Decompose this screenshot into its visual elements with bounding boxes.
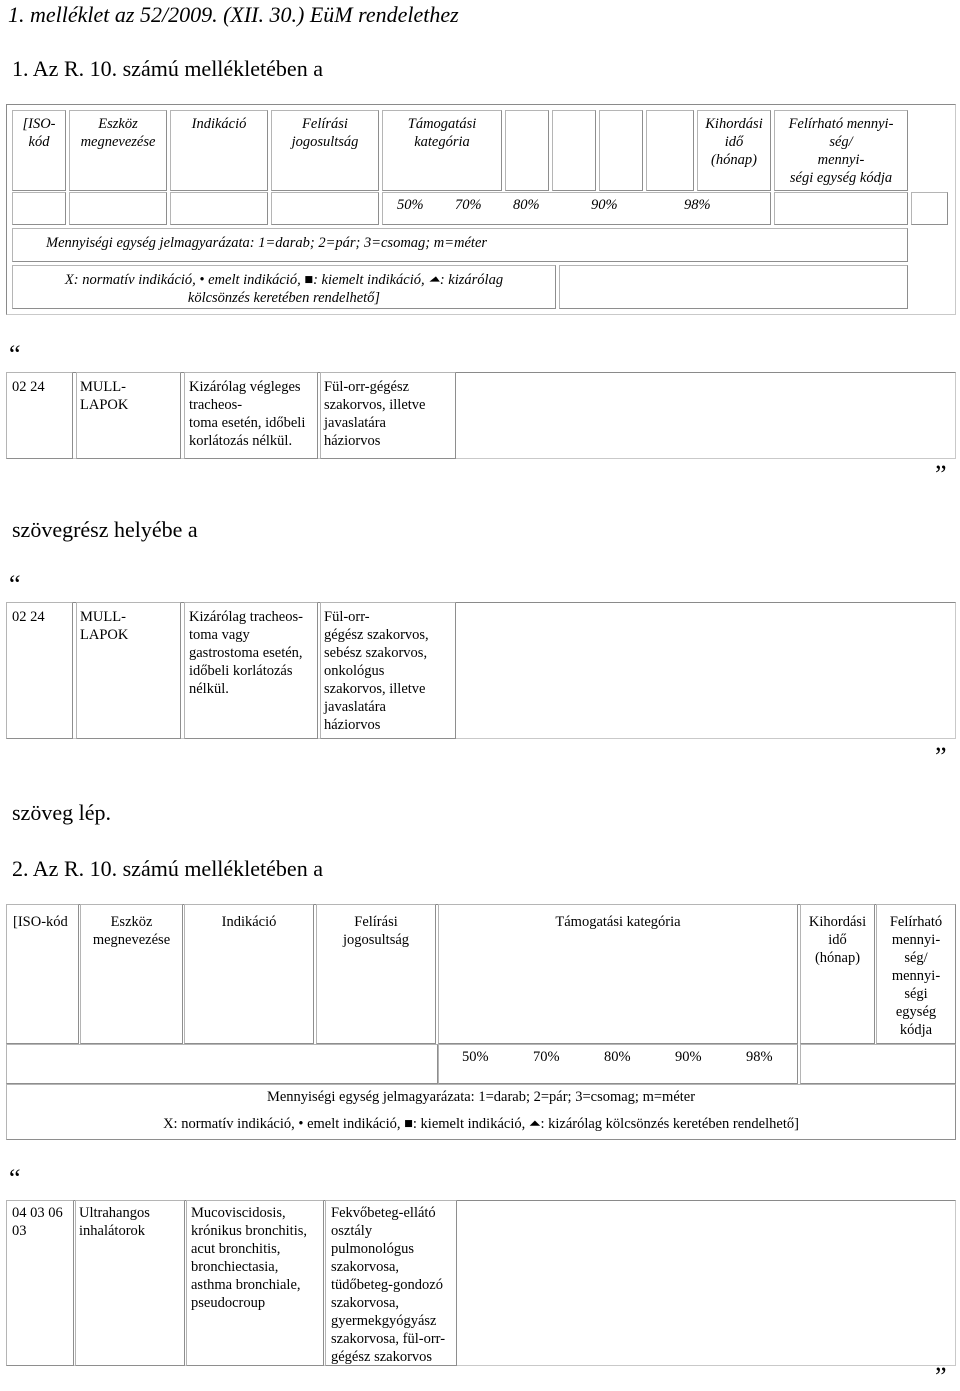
section-1-title: 1. Az R. 10. számú mellékletében a bbox=[12, 56, 323, 81]
close-quote: ” bbox=[935, 1362, 947, 1391]
row-2-indication: Kizárólag tracheos- toma vagy gastrostoma esetén, időbeli korlátozás nélkül. bbox=[184, 602, 318, 739]
close-quote: ” bbox=[935, 460, 947, 489]
table-1-pct-80: 80% bbox=[513, 197, 540, 213]
table-1-empty-cell bbox=[774, 192, 908, 225]
table-2-header-iso: [ISO-kód bbox=[6, 904, 79, 1044]
table-1-empty-cell bbox=[559, 265, 908, 309]
table-1-empty-cell bbox=[552, 110, 596, 191]
row-2-prescription: Fül-orr- gégész szakorvos, sebész szakorvos, onkológus szakorvos, illetve javaslatára háziorvos bbox=[320, 602, 456, 739]
table-1-header-prescription: Felírási jogosultság bbox=[271, 110, 379, 191]
table-2-empty-cell bbox=[800, 1044, 956, 1084]
open-quote: “ bbox=[9, 1164, 21, 1193]
table-1-empty-cell bbox=[505, 110, 549, 191]
row-3-indication: Mucoviscidosis, krónikus bronchitis, acut bronchitis, bronchiectasia, asthma bronchiale, pseudocroup bbox=[186, 1200, 324, 1366]
row-3-code: 04 03 06 03 bbox=[6, 1200, 74, 1366]
table-1-header-support: Támogatási kategória bbox=[382, 110, 502, 191]
row-2-name: MULL- LAPOK bbox=[76, 602, 181, 739]
table-2-header-support: Támogatási kategória bbox=[438, 904, 798, 1044]
row-3-prescription: Fekvőbeteg-ellátó osztály pulmonológus szakorvosa, tüdőbeteg-gondozó szakorvosa, gyermekgyógyász szakorvosa, fül-orr- gégész szakorvos bbox=[325, 1200, 457, 1366]
table-2-pct-70: 70% bbox=[533, 1049, 560, 1065]
table-2-header-indication: Indikáció bbox=[184, 904, 314, 1044]
row-1-prescription: Fül-orr-gégész szakorvos, illetve javaslatára háziorvos bbox=[320, 372, 456, 459]
table-1-pct-70: 70% bbox=[455, 197, 482, 213]
row-3-name: Ultrahangos inhalátorok bbox=[75, 1200, 185, 1366]
row-1-code: 02 24 bbox=[6, 372, 73, 459]
section-2-title: 2. Az R. 10. számú mellékletében a bbox=[12, 856, 323, 881]
table-2-header-period: Kihordási idő (hónap) bbox=[800, 904, 875, 1044]
table-2-empty-cell bbox=[6, 1044, 438, 1084]
table-2-unit-legend: Mennyiségi egység jelmagyarázata: 1=darab; 2=pár; 3=csomag; m=méter bbox=[266, 1089, 696, 1105]
table-2-symbol-legend: X: normatív indikáció, • emelt indikáció, ■: kiemelt indikáció, ⏶: kizárólag kölcsönzés keretében rendelhető] bbox=[163, 1116, 799, 1132]
table-1-symbol-legend: X: normatív indikáció, • emelt indikáció, ■: kiemelt indikáció, ⏶: kizárólag kölcsönzés keretében rendelhető] bbox=[12, 265, 556, 309]
open-quote: “ bbox=[9, 340, 21, 369]
table-1-empty-cell bbox=[911, 192, 948, 225]
row-1-indication: Kizárólag végleges tracheos- toma esetén, időbeli korlátozás nélkül. bbox=[184, 372, 318, 459]
table-2-pct-98: 98% bbox=[746, 1049, 773, 1065]
table-1-header-period: Kihordási idő (hónap) bbox=[697, 110, 771, 191]
step-text: szöveg lép. bbox=[12, 800, 111, 825]
table-2-pct-50: 50% bbox=[462, 1049, 489, 1065]
table-1-header-quantity: Felírható mennyi- ség/ mennyi- ségi egység kódja bbox=[774, 110, 908, 191]
table-2-pct-90: 90% bbox=[675, 1049, 702, 1065]
table-1-unit-legend: Mennyiségi egység jelmagyarázata: 1=darab; 2=pár; 3=csomag; m=méter bbox=[12, 228, 908, 262]
replace-text: szövegrész helyébe a bbox=[12, 517, 198, 542]
table-1-empty-cell bbox=[12, 192, 66, 225]
table-1-header-name: Eszköz megnevezése bbox=[69, 110, 167, 191]
table-1-percentage-row bbox=[382, 192, 771, 225]
annex-title: 1. melléklet az 52/2009. (XII. 30.) EüM rendelethez bbox=[8, 2, 459, 27]
close-quote: ” bbox=[935, 742, 947, 771]
table-1-header-iso: [ISO- kód bbox=[12, 110, 66, 191]
row-1-name: MULL- LAPOK bbox=[76, 372, 181, 459]
table-2-header-quantity: Felírható mennyi- ség/ mennyi- ségi egység kódja bbox=[876, 904, 956, 1044]
table-1-empty-cell bbox=[599, 110, 643, 191]
table-1-pct-90: 90% bbox=[591, 197, 618, 213]
table-1-empty-cell bbox=[170, 192, 268, 225]
table-1-pct-50: 50% bbox=[397, 197, 424, 213]
table-1-empty-cell bbox=[271, 192, 379, 225]
table-2-pct-80: 80% bbox=[604, 1049, 631, 1065]
table-1-header-indication: Indikáció bbox=[170, 110, 268, 191]
table-1-empty-cell bbox=[646, 110, 694, 191]
row-2-code: 02 24 bbox=[6, 602, 73, 739]
table-2-header-prescription: Felírási jogosultság bbox=[316, 904, 436, 1044]
table-1-pct-98: 98% bbox=[684, 197, 711, 213]
table-1-empty-cell bbox=[69, 192, 167, 225]
open-quote: “ bbox=[9, 570, 21, 599]
table-2-header-name: Eszköz megnevezése bbox=[80, 904, 183, 1044]
